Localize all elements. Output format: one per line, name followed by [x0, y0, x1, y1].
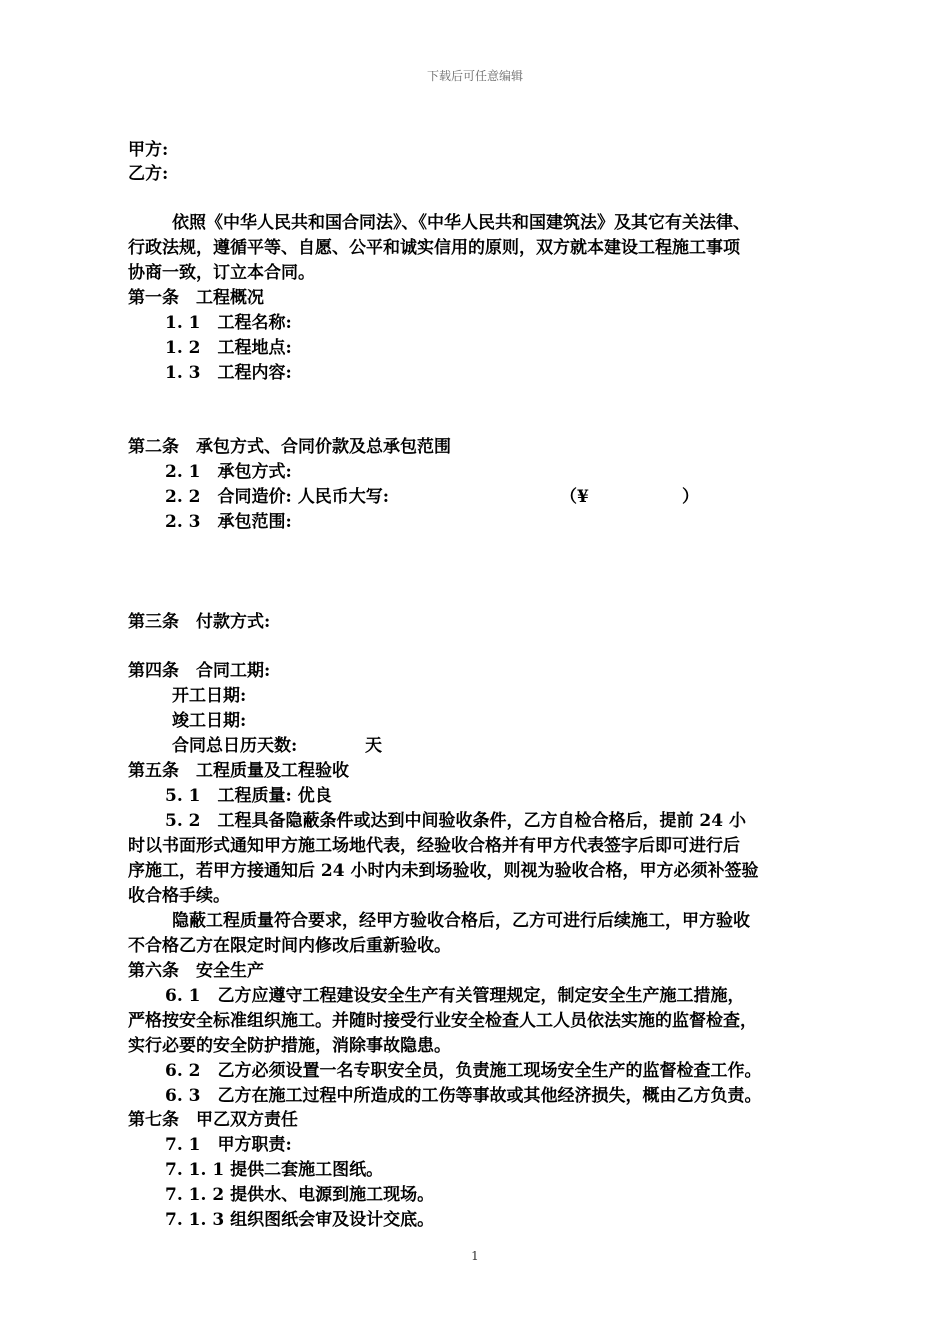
article-item: 1. 3 工程内容:: [165, 363, 292, 383]
party-b-label: 乙方:: [128, 164, 169, 184]
article-item: 1. 2 工程地点:: [165, 338, 292, 358]
preamble-line: 依照《中华人民共和国合同法》、《中华人民共和国建筑法》及其它有关法律、: [172, 213, 750, 233]
start-date-label: 开工日期:: [172, 686, 247, 706]
article-item-line: 收合格手续。: [128, 886, 230, 906]
article-title: 第六条 安全生产: [128, 961, 264, 981]
article-item: 5. 1 工程质量: 优良: [165, 786, 332, 806]
paragraph-line: 隐蔽工程质量符合要求，经甲方验收合格后，乙方可进行后续施工，甲方验收: [172, 911, 750, 931]
days-unit: 天: [365, 736, 382, 756]
preamble-line: 行政法规，遵循平等、自愿、公平和诚实信用的原则，双方就本建设工程施工事项: [128, 238, 740, 258]
end-date-label: 竣工日期:: [172, 711, 247, 731]
article-item-line: 6. 1 乙方应遵守工程建设安全生产有关管理规定，制定安全生产施工措施，: [165, 986, 745, 1006]
article-item: 1. 1 工程名称:: [165, 313, 292, 333]
article-item: 2. 1 承包方式:: [165, 462, 292, 482]
party-a-label: 甲方:: [128, 140, 169, 160]
article-title: 第七条 甲乙双方责任: [128, 1110, 298, 1130]
article-subitem: 7. 1. 3 组织图纸会审及设计交底。: [165, 1210, 435, 1230]
article-item-line: 序施工，若甲方接通知后 24 小时内未到场验收，则视为验收合格，甲方必须补签验: [128, 861, 759, 881]
article-title: 第一条 工程概况: [128, 288, 264, 308]
article-item: 2. 2 合同造价: 人民币大写:: [165, 487, 389, 507]
article-item-line: 严格按安全标准组织施工。并随时接受行业安全检查人工人员依法实施的监督检查，: [128, 1011, 757, 1031]
article-subitem: 7. 1. 1 提供二套施工图纸。: [165, 1160, 384, 1180]
page-header: 下载后可任意编辑: [426, 69, 523, 83]
article-item-line: 时以书面形式通知甲方施工场地代表，经验收合格并有甲方代表签字后即可进行后: [128, 836, 740, 856]
amount-open: （¥: [560, 487, 589, 507]
article-item: 2. 3 承包范围:: [165, 512, 292, 532]
preamble-line: 协商一致，订立本合同。: [128, 263, 315, 283]
article-title: 第五条 工程质量及工程验收: [128, 761, 349, 781]
article-item: 6. 2 乙方必须设置一名专职安全员，负责施工现场安全生产的监督检查工作。: [165, 1061, 762, 1081]
paragraph-line: 不合格乙方在限定时间内修改后重新验收。: [128, 936, 451, 956]
article-title: 第三条 付款方式:: [128, 612, 271, 632]
article-title: 第四条 合同工期:: [128, 661, 271, 681]
article-item-line: 实行必要的安全防护措施，消除事故隐患。: [128, 1036, 451, 1056]
article-title: 第二条 承包方式、合同价款及总承包范围: [128, 437, 451, 457]
page-number: 1: [471, 1249, 479, 1263]
article-item-line: 5. 2 工程具备隐蔽条件或达到中间验收条件，乙方自检合格后，提前 24 小: [165, 811, 746, 831]
amount-close: ）: [682, 487, 699, 507]
article-item: 6. 3 乙方在施工过程中所造成的工伤等事故或其他经济损失，概由乙方负责。: [165, 1086, 762, 1106]
article-subitem: 7. 1. 2 提供水、电源到施工现场。: [165, 1185, 435, 1205]
total-days-label: 合同总日历天数:: [172, 736, 298, 756]
article-item: 7. 1 甲方职责:: [165, 1135, 292, 1155]
